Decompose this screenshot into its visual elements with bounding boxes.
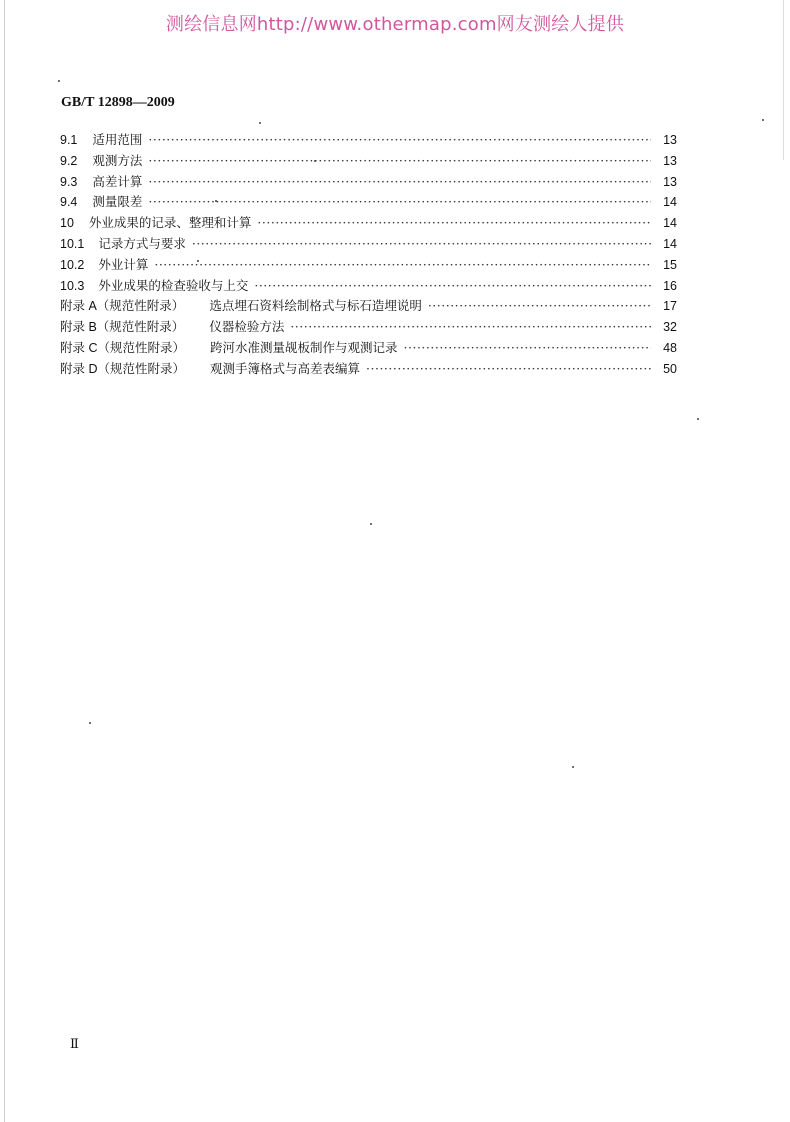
- toc-entry-title: 测量限差: [92, 194, 143, 210]
- toc-entry-page: 17: [663, 299, 677, 314]
- toc-entry-appendix-a[interactable]: [60, 296, 677, 317]
- toc-entry-appendix-d[interactable]: [60, 359, 677, 380]
- toc-leader-dots: [254, 276, 651, 297]
- toc-entry-9-2[interactable]: [60, 151, 677, 172]
- toc-entry-appendix-c[interactable]: [60, 338, 677, 359]
- toc-entry-title: 外业成果的检查验收与上交: [98, 277, 249, 293]
- toc-leader-dots: [154, 255, 651, 276]
- toc-entry-number: 9.2: [60, 153, 78, 168]
- toc-entry-title: 跨河水准测量觇板制作与观测记录: [210, 339, 398, 355]
- scan-speck: [697, 418, 699, 420]
- toc-leader-dots: [404, 338, 651, 359]
- table-of-contents: [60, 130, 677, 380]
- toc-entry-page: 14: [663, 216, 677, 231]
- toc-entry-number: 10: [60, 216, 74, 231]
- toc-entry-number: 9.4: [60, 195, 78, 210]
- toc-entry-page: 16: [663, 278, 677, 293]
- toc-entry-page: 13: [663, 153, 677, 168]
- source-watermark: 测绘信息网http://www.othermap.com网友测绘人提供: [165, 14, 625, 35]
- scan-speck: [572, 766, 574, 768]
- toc-entry-page: 48: [663, 340, 677, 355]
- scan-speck: [259, 122, 261, 124]
- toc-entry-page: 13: [663, 133, 677, 147]
- toc-entry-number: 9.3: [60, 174, 78, 189]
- page-edge-left: [4, 0, 5, 1122]
- toc-entry-number: 10.2: [60, 257, 85, 272]
- toc-leader-dots: [148, 192, 651, 213]
- toc-entry-appendix-b[interactable]: [60, 317, 677, 338]
- scan-speck: [314, 160, 316, 162]
- toc-entry-10-1[interactable]: [60, 234, 677, 255]
- toc-entry-title: 外业计算: [98, 256, 149, 272]
- toc-leader-dots: [290, 317, 651, 338]
- toc-entry-title: 观测手簿格式与高差表编算: [210, 360, 361, 376]
- toc-leader-dots: [257, 213, 651, 234]
- toc-entry-9-3[interactable]: [60, 172, 677, 193]
- toc-entry-title: 选点埋石资料绘制格式与标石造埋说明: [209, 298, 422, 314]
- toc-entry-title: 观测方法: [92, 152, 143, 168]
- toc-entry-title: 外业成果的记录、整理和计算: [88, 215, 252, 231]
- toc-entry-page: 15: [663, 257, 677, 272]
- toc-leader-dots: [366, 359, 651, 380]
- toc-entry-number: 9.1: [60, 133, 78, 147]
- toc-entry-number: 附录 B（规范性附录）: [60, 320, 185, 335]
- toc-leader-dots: [148, 151, 651, 172]
- scan-speck: [58, 80, 60, 82]
- toc-entry-number: 附录 D（规范性附录）: [60, 361, 186, 376]
- scan-speck: [762, 119, 764, 121]
- toc-entry-title: 仪器检验方法: [209, 319, 285, 335]
- toc-entry-title: 记录方式与要求: [98, 235, 186, 251]
- toc-entry-number: 10.3: [60, 278, 85, 293]
- toc-entry-number: 10.1: [60, 236, 85, 251]
- toc-leader-dots: [428, 296, 651, 317]
- toc-leader-dots: [148, 172, 651, 193]
- page-number: Ⅱ: [70, 1036, 79, 1051]
- toc-entry-9-1[interactable]: [60, 130, 677, 151]
- toc-entry-9-4[interactable]: [60, 192, 677, 213]
- scan-speck: [370, 523, 372, 525]
- toc-entry-title: 适用范围: [92, 132, 143, 147]
- toc-entry-page: 13: [663, 174, 677, 189]
- toc-entry-10-2[interactable]: [60, 255, 677, 276]
- standard-code-header: GB/T 12898—2009: [61, 95, 175, 110]
- toc-entry-page: 14: [663, 195, 677, 210]
- toc-entry-number: 附录 A（规范性附录）: [60, 299, 185, 314]
- scan-speck: [215, 200, 217, 202]
- toc-entry-page: 50: [663, 361, 677, 376]
- toc-entry-10-3[interactable]: [60, 276, 677, 297]
- toc-entry-page: 14: [663, 236, 677, 251]
- toc-leader-dots: [148, 130, 651, 151]
- scan-speck: [197, 260, 199, 262]
- toc-entry-page: 32: [663, 320, 677, 335]
- toc-entry-10[interactable]: [60, 213, 677, 234]
- toc-leader-dots: [192, 234, 651, 255]
- toc-entry-title: 高差计算: [92, 173, 143, 189]
- toc-entry-number: 附录 C（规范性附录）: [60, 340, 186, 355]
- scan-speck: [89, 722, 91, 724]
